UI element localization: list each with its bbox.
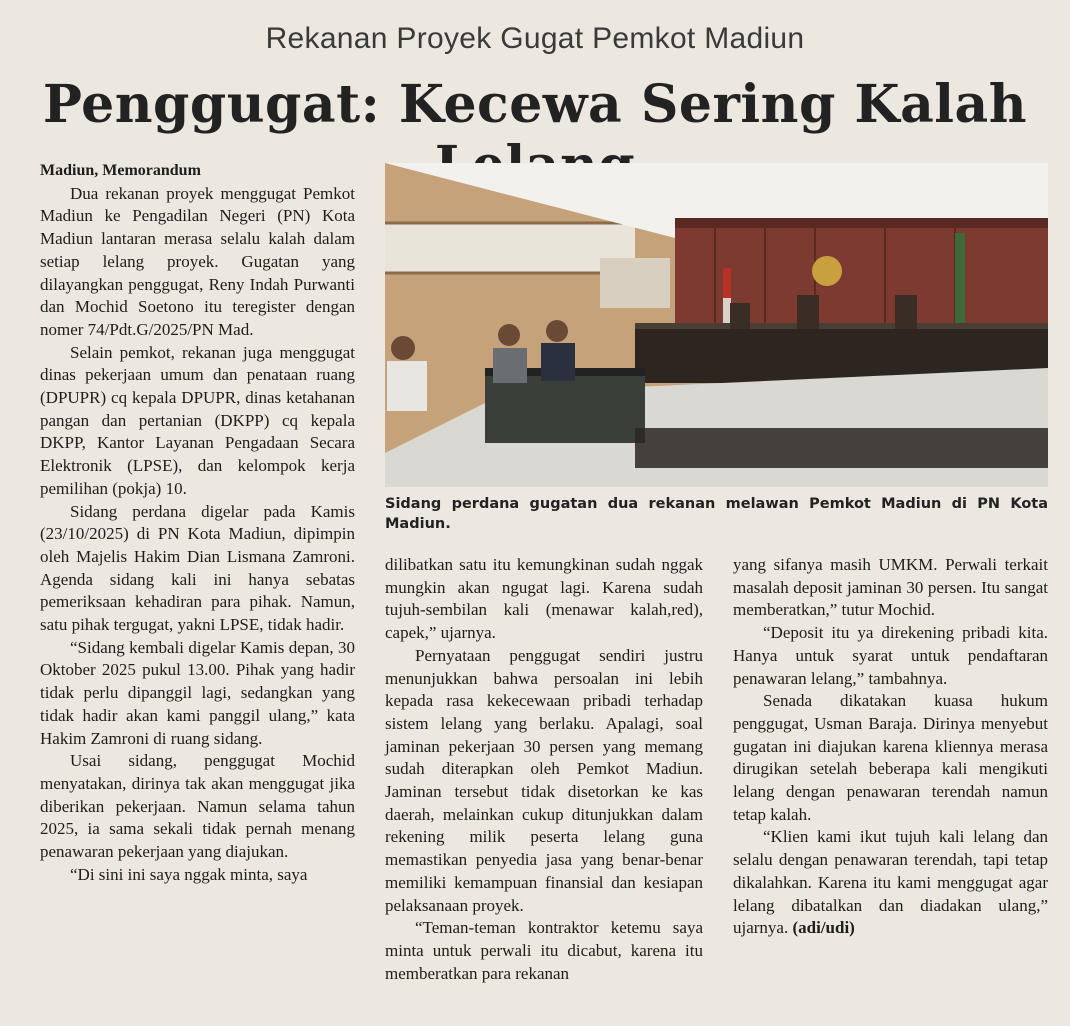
paragraph: “Teman-teman kontraktor ketemu saya minta untuk perwali itu dicabut, karena itu memberatkan para rekanan bbox=[385, 918, 703, 983]
paragraph: “Sidang kembali digelar Kamis depan, 30 Oktober 2025 pukul 13.00. Pihak yang hadir tidak perlu dipanggil lagi, sedangkan yang tidak hadir akan kami panggil ulang,” kata Hakim Zamroni di ruang sidang. bbox=[40, 637, 355, 748]
paragraph: yang sifanya masih UMKM. Perwali terkait masalah deposit jaminan 30 persen. Itu sangat memberatkan,” tutur Mochid. bbox=[733, 555, 1048, 620]
paragraph: Selain pemkot, rekanan juga menggugat dinas pekerjaan umum dan penataan ruang (DPUPR) cq kepala DPUPR, dinas ketahanan pangan dan pertanian (DKPP) cq kepala DKPP, Kantor Layanan Pengadaan Secara Elektronik (LPSE), dan kelompok kerja pemilihan (pokja) 10. bbox=[40, 342, 355, 498]
article-kicker: Rekanan Proyek Gugat Pemkot Madiun bbox=[265, 22, 805, 55]
author-signoff: (adi/udi) bbox=[792, 918, 855, 938]
article-headline: Penggugat: Kecewa Sering Kalah bbox=[42, 74, 1028, 135]
article-column-2 bbox=[385, 554, 703, 985]
paragraph: Usai sidang, penggugat Mochid menyatakan, dirinya tak akan menggugat jika diberikan pekerjaan. Namun selama tahun 2025, ia sama sekali tidak pernah menang penawaran pekerjaan yang diajukan. bbox=[40, 751, 355, 862]
paragraph: Pernyataan penggugat sendiri justru menunjukkan bahwa persoalan ini lebih kepada rasa kekecewaan pribadi terhadap sistem lelang yang berlaku. Apalagi, soal jaminan pekerjaan 30 persen yang memang sudah diterapkan oleh Pemkot Madiun. Jaminan tersebut tidak disetorkan ke kas daerah, melainkan cukup ditunjukkan dalam rekening milik peserta lelang guna memastikan penyedia jasa yang benar-benar memiliki kemampuan finansial dan kesiapan pelaksanaan proyek. bbox=[385, 645, 703, 915]
courtroom-photo bbox=[385, 163, 1048, 487]
article-column-1 bbox=[40, 160, 355, 887]
paragraph: Sidang perdana digelar pada Kamis (23/10/2025) di PN Kota Madiun, dipimpin oleh Majelis Hakim Dian Lismana Zamroni. Agenda sidang kali ini hanya sebatas pemeriksaan kehadiran para pihak. Namun, satu pihak tergugat, yakni LPSE, tidak hadir. bbox=[40, 501, 355, 635]
article-column-3 bbox=[733, 554, 1048, 940]
photo-caption: Sidang perdana gugatan dua rekanan melawan Pemkot Madiun di PN Kota Madiun. bbox=[385, 496, 1048, 532]
courtroom-illustration bbox=[385, 163, 1048, 487]
paragraph: Dua rekanan proyek menggugat Pemkot Madiun ke Pengadilan Negeri (PN) Kota Madiun lantaran merasa selalu kalah dalam setiap lelang proyek. Gugatan yang dilayangkan penggugat, Reny Indah Purwanti dan Mochid Soetono itu teregister dengan nomer 74/Pdt.G/2025/PN Mad. bbox=[40, 183, 355, 339]
paragraph: “Deposit itu ya direkening pribadi kita. Hanya untuk syarat untuk pendaftaran penawaran lelang,” tambahnya. bbox=[733, 623, 1048, 688]
dateline: Madiun, Memorandum bbox=[40, 162, 201, 179]
paragraph: “Di sini ini saya nggak minta, saya bbox=[70, 864, 308, 884]
paragraph bbox=[733, 826, 1048, 940]
paragraph: Senada dikatakan kuasa hukum penggugat, Usman Baraja. Dirinya menyebut gugatan ini diajukan karena kliennya merasa dirugikan setelah beberapa kali mengikuti lelang dengan penawaran terendah namun tetap kalah. bbox=[733, 691, 1048, 824]
paragraph: dilibatkan satu itu kemungkinan sudah nggak mungkin akan ngugat lagi. Karena sudah tujuh-sembilan kali (menawar kalah,red), capek,” ujarnya. bbox=[385, 555, 703, 643]
paragraph-text: “Klien kami ikut tujuh kali lelang dan selalu dengan penawaran terendah, tapi tetap dikalahkan. Karena itu kami menggugat agar lelang dibatalkan dan diadakan ulang,” ujarnya. bbox=[733, 827, 1048, 938]
